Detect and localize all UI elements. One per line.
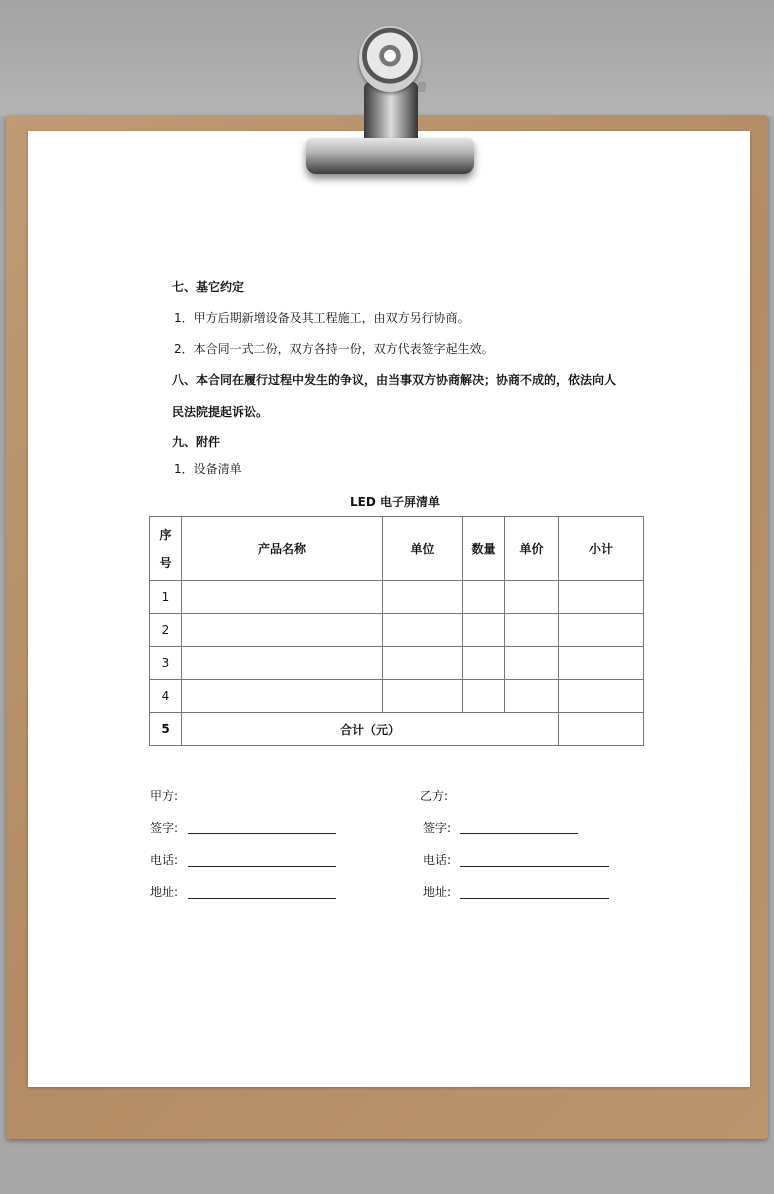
cell-subtotal[interactable] [559, 614, 644, 647]
phone-a-line[interactable] [188, 866, 336, 867]
sign-b-line[interactable] [460, 833, 578, 834]
sign-a-line[interactable] [188, 833, 336, 834]
addr-a-label: 地址: [150, 885, 179, 899]
table-total-row [150, 713, 644, 746]
table-row [150, 680, 644, 713]
table-row [150, 581, 644, 614]
total-seq: 5 [150, 713, 182, 746]
row-seq: 3 [150, 647, 182, 680]
cell-total[interactable] [559, 713, 644, 746]
phone-a-label: 电话: [150, 853, 179, 867]
header-unit: 单位 [383, 517, 463, 581]
header-seq-top: 序 [159, 527, 172, 542]
cell-product[interactable] [182, 581, 383, 614]
cell-subtotal[interactable] [559, 680, 644, 713]
phone-b-line[interactable] [460, 866, 609, 867]
header-qty: 数量 [463, 517, 505, 581]
section-8-line-2: 民法院提起诉讼。 [172, 405, 269, 419]
header-subtotal: 小计 [559, 517, 644, 581]
header-seq [150, 517, 182, 581]
cell-unit[interactable] [383, 614, 463, 647]
clip-tab [418, 82, 426, 92]
cell-unit[interactable] [383, 647, 463, 680]
clip-base [306, 138, 474, 174]
table-header-row [150, 517, 644, 581]
sign-b-label: 签字: [423, 821, 452, 835]
binder-clip-icon [359, 26, 421, 92]
section-7-item-2: 2．本合同一式二份，双方各持一份，双方代表签字起生效。 [174, 342, 494, 356]
cell-unit[interactable] [383, 680, 463, 713]
sign-a-label: 签字: [150, 821, 179, 835]
cell-product[interactable] [182, 647, 383, 680]
table-row [150, 614, 644, 647]
party-b-label: 乙方: [420, 789, 449, 803]
table-title: LED 电子屏清单 [350, 495, 440, 509]
cell-price[interactable] [505, 680, 559, 713]
cell-subtotal[interactable] [559, 647, 644, 680]
cell-price[interactable] [505, 647, 559, 680]
section-9-title: 九、附件 [172, 435, 221, 449]
addr-b-line[interactable] [460, 898, 609, 899]
section-9-item-1: 1．设备清单 [174, 462, 242, 476]
header-price: 单价 [505, 517, 559, 581]
cell-qty[interactable] [463, 680, 505, 713]
section-7-title: 七、基它约定 [172, 280, 245, 294]
header-product: 产品名称 [182, 517, 383, 581]
cell-subtotal[interactable] [559, 581, 644, 614]
section-8-line-1: 八、本合同在履行过程中发生的争议，由当事双方协商解决；协商不成的，依法向人 [172, 373, 617, 387]
row-seq: 1 [150, 581, 182, 614]
party-a-label: 甲方: [150, 789, 179, 803]
addr-b-label: 地址: [423, 885, 452, 899]
phone-b-label: 电话: [423, 853, 452, 867]
cell-product[interactable] [182, 680, 383, 713]
addr-a-line[interactable] [188, 898, 336, 899]
header-seq-bottom: 号 [159, 555, 172, 570]
cell-unit[interactable] [383, 581, 463, 614]
equipment-table [149, 516, 644, 746]
cell-qty[interactable] [463, 581, 505, 614]
cell-price[interactable] [505, 581, 559, 614]
cell-qty[interactable] [463, 614, 505, 647]
row-seq: 4 [150, 680, 182, 713]
row-seq: 2 [150, 614, 182, 647]
cell-qty[interactable] [463, 647, 505, 680]
table-row [150, 647, 644, 680]
total-label: 合计（元） [182, 713, 559, 746]
cell-price[interactable] [505, 614, 559, 647]
cell-product[interactable] [182, 614, 383, 647]
section-7-item-1: 1．甲方后期新增设备及其工程施工，由双方另行协商。 [174, 311, 470, 325]
